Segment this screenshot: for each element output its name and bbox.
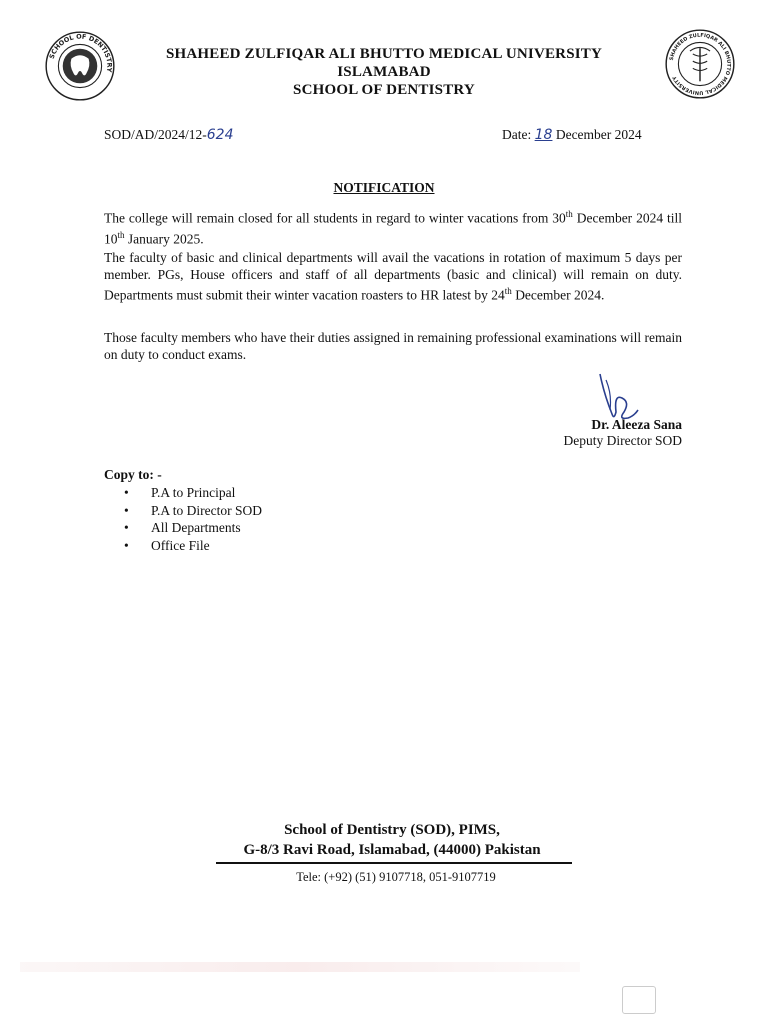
para1-sup-a: th — [565, 209, 573, 219]
scanner-watermark-icon — [622, 986, 656, 1014]
footer-telephone: Tele: (+92) (51) 9107718, 051-9107719 — [296, 870, 496, 884]
list-item — [124, 519, 262, 537]
school-name: SCHOOL OF DENTISTRY — [293, 82, 475, 98]
para1-text-b: December 2024 till 10 — [104, 210, 682, 246]
copy-to-item-label: P.A to Director SOD — [151, 502, 262, 518]
date-handwritten-day: 18 — [534, 127, 553, 143]
para2-text-b: December 2024. — [511, 287, 605, 303]
list-item — [124, 484, 262, 502]
city-name: ISLAMABAD — [337, 64, 431, 80]
notification-title: NOTIFICATION — [333, 180, 435, 195]
copy-to-item-label: P.A to Principal — [151, 485, 236, 500]
paragraph-1 — [104, 206, 682, 247]
footer-address-line-2: G-8/3 Ravi Road, Islamabad, (44000) Pakistan — [243, 842, 541, 858]
para3-text: Those faculty members who have their duties assigned in remaining professional examinations will remain on duty to conduct exams. — [104, 330, 682, 362]
footer-divider — [216, 862, 572, 864]
list-item — [124, 537, 262, 555]
bullet-icon: • — [124, 502, 129, 518]
date-label: Date: — [502, 127, 532, 142]
paragraph-3 — [104, 329, 682, 363]
date-month-year: December 2024 — [555, 127, 642, 142]
copy-to-heading: Copy to: - — [104, 467, 162, 482]
para2-text-a: The faculty of basic and clinical departments will avail the vacations in rotation of maximum 5 days per member. PGs, House officers and staff of all departments (basic and clinical) will remain on duty. Departments must submit their winter vacation roasters to HR latest by 24 — [104, 250, 682, 303]
para1-sup-b: th — [117, 229, 125, 240]
copy-to-item-label: All Departments — [151, 520, 241, 535]
copy-to-item-label: Office File — [151, 537, 210, 553]
date — [502, 127, 642, 143]
signatory-designation: Deputy Director SOD — [563, 433, 682, 448]
para1-text-c: January 2025. — [124, 231, 204, 246]
scan-artifact-band — [20, 962, 580, 972]
university-name: SHAHEED ZULFIQAR ALI BHUTTO MEDICAL UNIVERSITY — [165, 46, 603, 62]
footer-address-line-1: School of Dentistry (SOD), PIMS, — [284, 822, 500, 838]
bullet-icon: • — [124, 520, 129, 535]
reference-prefix: SOD/AD/2024/12- — [104, 127, 207, 142]
reference-number — [104, 127, 234, 143]
svg-text:SCHOOL OF DENTISTRY: SCHOOL OF DENTISTRY — [47, 32, 114, 73]
para2-sup-a: th — [504, 286, 512, 296]
bullet-icon: • — [124, 537, 129, 553]
para1-text-a: The college will remain closed for all students in regard to winter vacations from 30 — [104, 210, 566, 226]
svg-text:SHAHEED ZULFIQAR ALI BHUTTO ME: SHAHEED ZULFIQAR ALI BHUTTO MEDICAL UNIVERSITY — [668, 32, 732, 96]
copy-to-list — [124, 484, 262, 554]
bullet-icon: • — [124, 485, 129, 500]
signatory-name: Dr. Aleeza Sana — [591, 417, 682, 432]
list-item — [124, 502, 262, 520]
reference-handwritten-number: 624 — [206, 127, 234, 143]
paragraph-2 — [104, 249, 682, 304]
